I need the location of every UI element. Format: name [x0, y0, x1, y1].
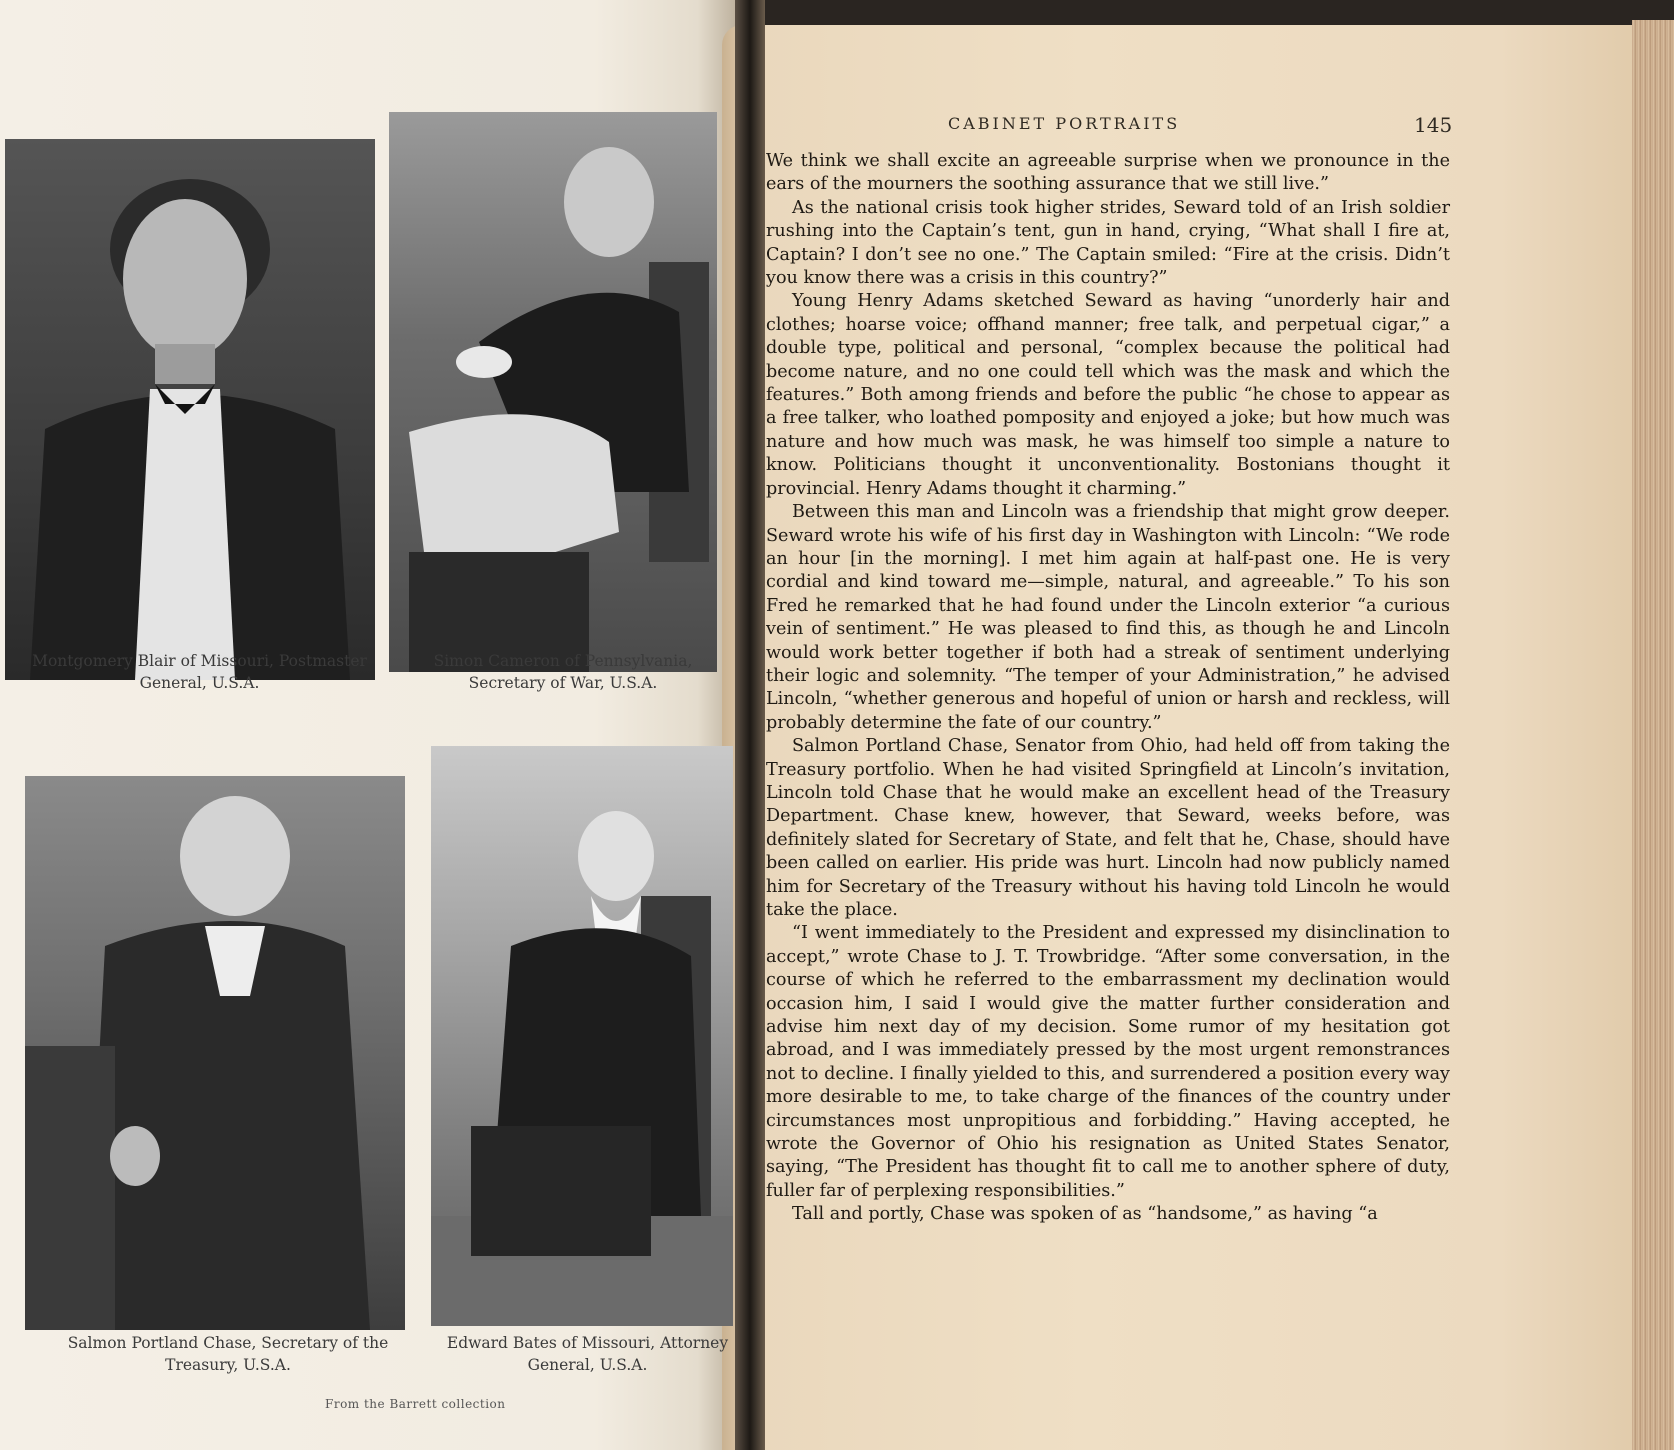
- body-text: [766, 150, 1450, 1227]
- photo-credit: From the Barrett collection: [325, 1397, 506, 1411]
- caption-salmon-chase: Salmon Portland Chase, Secretary of the Treasury, U.S.A.: [67, 1334, 389, 1374]
- caption-montgomery-blair: Montgomery Blair of Missouri, Postmaster General, U.S.A.: [32, 652, 367, 692]
- page-edges: [1632, 20, 1674, 1450]
- caption-simon-cameron: Simon Cameron of Pennsylvania, Secretary of War, U.S.A.: [433, 652, 693, 692]
- portrait-simon-cameron: [389, 112, 717, 672]
- paragraph: Young Henry Adams sketched Seward as having “unorderly hair and clothes; hoarse voice; offhand manner; free talk, and perpetual cigar,” a double type, political and personal, “complex because the political had become nature, and no one could tell which was the mask and which the features.” Both among friends and before the public “he chose to appear as a free talker, who loathed pomposity and enjoyed a joke; but how much was nature and how much was mask, he was himself too simple a nature to know. Politicians thought it unconventionality. Bostonians thought it provincial. Henry Adams thought it charming.”: [766, 291, 1450, 499]
- paragraph: Between this man and Lincoln was a friendship that might grow deeper. Seward wrote his wife of his first day in Washington with Lincoln: “We rode an hour [in the morning]. I met him again at half-past one. He is very cordial and kind toward me—simple, natural, and agreeable.” To his son Fred he remarked that he had found under the Lincoln exterior “a curious vein of sentiment.” He was pleased to find this, as though he and Lincoln would work better together if both had a streak of sentiment underlying their logic and solemnity. “The temper of your Administration,” he advised Lincoln, “whether generous and hopeful of union or harsh and reckless, will probably determine the fate of our country.”: [766, 502, 1450, 733]
- running-head: CABINET PORTRAITS: [948, 114, 1181, 133]
- portrait-edward-bates: [431, 746, 733, 1326]
- book-gutter: [735, 0, 765, 1450]
- page-number: 145: [1414, 113, 1453, 137]
- paragraph: Salmon Portland Chase, Senator from Ohio, had held off from taking the Treasury portfolio. When he had visited Springfield at Lincoln’s invitation, Lincoln told Chase that he would make an excellent head of the Treasury Department. Chase knew, however, that Seward, weeks before, was definitely slated for Secretary of State, and felt that he, Chase, should have been called on earlier. His pride was hurt. Lincoln had now publicly named him for Secretary of the Treasury without his having told Lincoln he would take the place.: [766, 736, 1450, 920]
- portrait-salmon-chase: [25, 776, 405, 1330]
- paragraph: “I went immediately to the President and expressed my disinclination to accept,” wrote Chase to J. T. Trowbridge. “After some conversation, in the course of which he referred to the embarrassment my declination would occasion him, I said I would give the matter further consideration and advise him next day of my decision. Some rumor of my hesitation got abroad, and I was immediately pressed by the most urgent remonstrances not to decline. I finally yielded to this, and surrendered a position every way more desirable to me, to take charge of the finances of the country under circumstances most unpropitious and forbidding.” Having accepted, he wrote the Governor of Ohio his resignation as United States Senator, saying, “The President has thought fit to call me to another sphere of duty, fuller far of perplexing responsibilities.”: [766, 923, 1450, 1201]
- paragraph: Tall and portly, Chase was spoken of as “handsome,” as having “a: [792, 1204, 1378, 1225]
- paragraph: We think we shall excite an agreeable surprise when we pronounce in the ears of the mourners the soothing assurance that we still live.”: [766, 151, 1450, 195]
- caption-edward-bates: Edward Bates of Missouri, Attorney General, U.S.A.: [446, 1334, 729, 1374]
- paragraph: As the national crisis took higher strides, Seward told of an Irish soldier rushing into the Captain’s tent, gun in hand, crying, “What shall I fire at, Captain? I don’t see no one.” The Captain smiled: “Fire at the crisis. Didn’t you know there was a crisis in this country?”: [766, 197, 1450, 289]
- portrait-montgomery-blair: [5, 139, 375, 680]
